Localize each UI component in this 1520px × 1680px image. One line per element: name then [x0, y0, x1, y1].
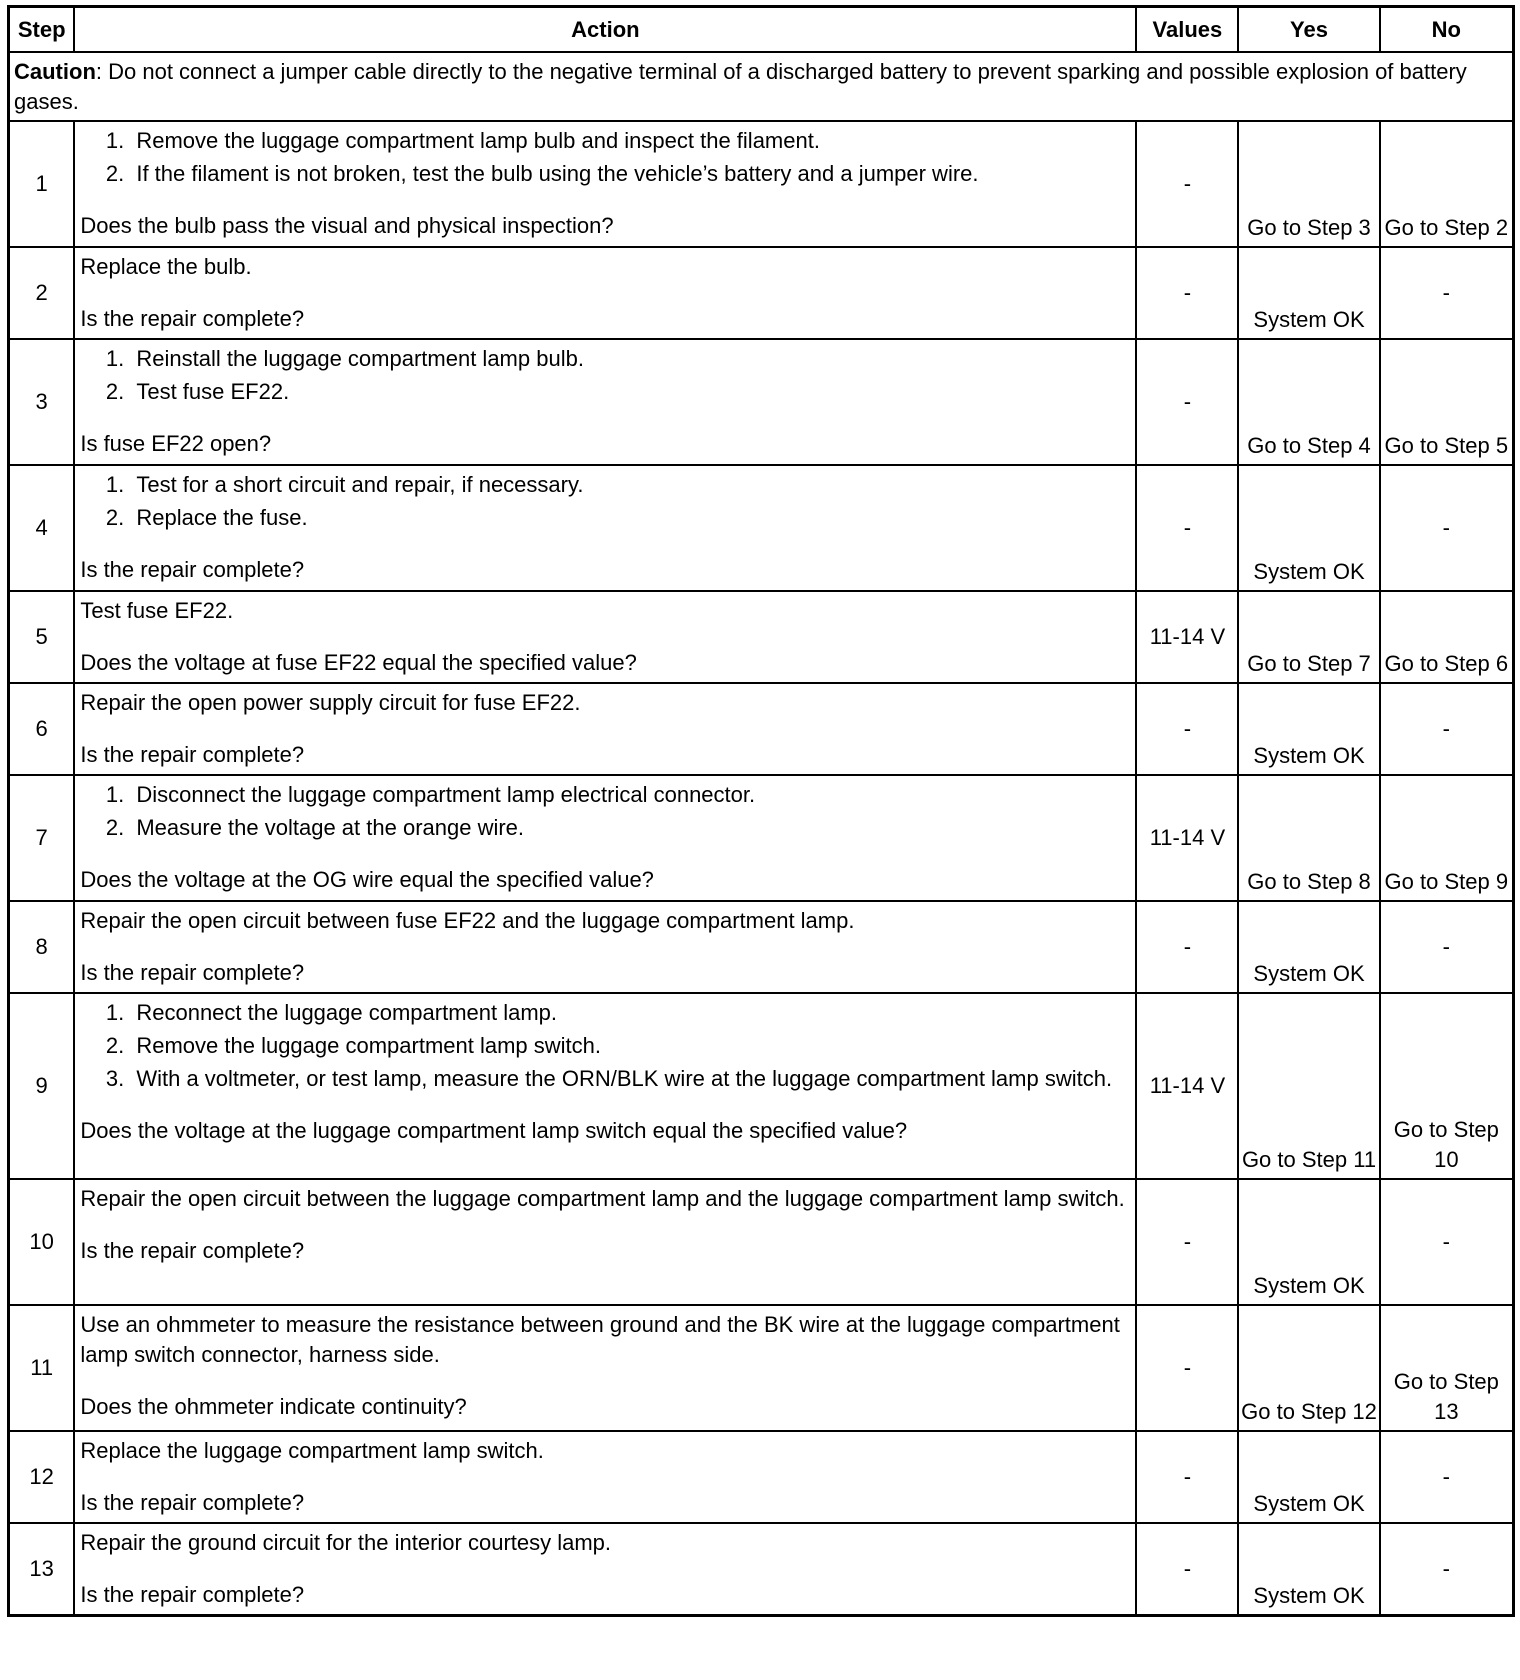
yes-cell: System OK [1238, 465, 1379, 591]
step-number: 4 [9, 465, 75, 591]
yes-cell: System OK [1238, 683, 1379, 775]
action-text: Use an ohmmeter to measure the resistance between ground and the BK wire at the luggage compartment lamp switch connector, harness side. [80, 1312, 1120, 1367]
yes-cell: Go to Step 8 [1238, 775, 1379, 901]
table-row [9, 591, 1514, 683]
action-step-item: 3. With a voltmeter, or test lamp, measure the ORN/BLK wire at the luggage compartment lamp switch. [130, 1064, 1129, 1094]
step-number: 1 [9, 121, 75, 247]
table-row [9, 247, 1514, 339]
action-question: Is the repair complete? [80, 306, 305, 331]
action-cell [74, 121, 1136, 247]
header-yes: Yes [1238, 7, 1379, 53]
action-cell [74, 247, 1136, 339]
action-question: Does the bulb pass the visual and physical inspection? [80, 213, 614, 238]
action-step-item: 2. Replace the fuse. [130, 503, 1129, 533]
yes-cell: System OK [1238, 1179, 1379, 1305]
header-row [9, 7, 1514, 53]
yes-cell: Go to Step 12 [1238, 1305, 1379, 1431]
step-number: 8 [9, 901, 75, 993]
no-cell: Go to Step 10 [1380, 993, 1514, 1179]
values-cell: - [1136, 1305, 1238, 1431]
action-question: Does the voltage at fuse EF22 equal the specified value? [80, 650, 637, 675]
values-cell: - [1136, 465, 1238, 591]
action-cell [74, 339, 1136, 465]
action-cell [74, 1305, 1136, 1431]
values-cell: - [1136, 247, 1238, 339]
table-row [9, 901, 1514, 993]
caution-label: Caution [14, 59, 96, 84]
no-cell: - [1380, 1179, 1514, 1305]
step-number: 13 [9, 1523, 75, 1615]
action-question: Is fuse EF22 open? [80, 431, 272, 456]
action-step-item: 2. Measure the voltage at the orange wire. [130, 813, 1129, 843]
table-row [9, 1179, 1514, 1305]
table-row [9, 1305, 1514, 1431]
action-cell [74, 683, 1136, 775]
step-number: 11 [9, 1305, 75, 1431]
header-step: Step [9, 7, 75, 53]
action-text: Repair the open power supply circuit for fuse EF22. [80, 690, 581, 715]
caution-cell [9, 52, 1514, 121]
action-question: Is the repair complete? [80, 742, 305, 767]
yes-cell: Go to Step 7 [1238, 591, 1379, 683]
no-cell: Go to Step 6 [1380, 591, 1514, 683]
values-cell: - [1136, 683, 1238, 775]
table-row [9, 1523, 1514, 1615]
action-step-item: 2. Test fuse EF22. [130, 377, 1129, 407]
action-question: Does the voltage at the OG wire equal the specified value? [80, 867, 654, 892]
action-step-item: 1. Test for a short circuit and repair, if necessary. [130, 470, 1129, 500]
values-cell: - [1136, 1523, 1238, 1615]
values-cell: - [1136, 1431, 1238, 1523]
no-cell: Go to Step 2 [1380, 121, 1514, 247]
step-number: 6 [9, 683, 75, 775]
action-question: Is the repair complete? [80, 1238, 305, 1263]
action-step-item: 2. Remove the luggage compartment lamp switch. [130, 1031, 1129, 1061]
table-row [9, 121, 1514, 247]
table-row [9, 465, 1514, 591]
action-step-item: 1. Reinstall the luggage compartment lamp bulb. [130, 344, 1129, 374]
step-number: 7 [9, 775, 75, 901]
header-action: Action [74, 7, 1136, 53]
step-number: 3 [9, 339, 75, 465]
action-cell [74, 901, 1136, 993]
action-text: Repair the open circuit between fuse EF22 and the luggage compartment lamp. [80, 908, 855, 933]
caution-row [9, 52, 1514, 121]
diagnostic-table-wrapper [7, 5, 1515, 1617]
action-step-item: 2. If the filament is not broken, test the bulb using the vehicle’s battery and a jumper wire. [130, 159, 1129, 189]
no-cell: - [1380, 1431, 1514, 1523]
no-cell: - [1380, 1523, 1514, 1615]
values-cell: - [1136, 901, 1238, 993]
action-cell [74, 1431, 1136, 1523]
no-cell: - [1380, 683, 1514, 775]
action-steps-list [80, 470, 1129, 533]
no-cell: - [1380, 901, 1514, 993]
step-number: 9 [9, 993, 75, 1179]
action-cell [74, 775, 1136, 901]
action-question: Does the voltage at the luggage compartment lamp switch equal the specified value? [80, 1118, 908, 1143]
values-cell: 11-14 V [1136, 775, 1238, 901]
diagnostic-table [7, 5, 1515, 1617]
action-text: Replace the luggage compartment lamp switch. [80, 1438, 544, 1463]
values-cell: - [1136, 1179, 1238, 1305]
no-cell: Go to Step 13 [1380, 1305, 1514, 1431]
caution-text: : Do not connect a jumper cable directly to the negative terminal of a discharged battery to prevent sparking and possible explosion of battery gases. [14, 59, 1467, 114]
action-cell [74, 465, 1136, 591]
yes-cell: System OK [1238, 1431, 1379, 1523]
action-step-item: 1. Remove the luggage compartment lamp bulb and inspect the filament. [130, 126, 1129, 156]
header-no: No [1380, 7, 1514, 53]
action-text: Test fuse EF22. [80, 598, 234, 623]
yes-cell: Go to Step 3 [1238, 121, 1379, 247]
action-text: Replace the bulb. [80, 254, 252, 279]
action-question: Is the repair complete? [80, 557, 305, 582]
table-row [9, 993, 1514, 1179]
step-number: 10 [9, 1179, 75, 1305]
values-cell: 11-14 V [1136, 591, 1238, 683]
action-text: Repair the open circuit between the luggage compartment lamp and the luggage compartment lamp switch. [80, 1186, 1125, 1211]
header-values: Values [1136, 7, 1238, 53]
table-row [9, 683, 1514, 775]
values-cell: - [1136, 121, 1238, 247]
yes-cell: System OK [1238, 247, 1379, 339]
action-question: Does the ohmmeter indicate continuity? [80, 1394, 467, 1419]
table-row [9, 339, 1514, 465]
action-steps-list [80, 344, 1129, 407]
step-number: 5 [9, 591, 75, 683]
action-cell [74, 591, 1136, 683]
no-cell: Go to Step 9 [1380, 775, 1514, 901]
action-steps-list [80, 126, 1129, 189]
values-cell: 11-14 V [1136, 993, 1238, 1179]
step-number: 12 [9, 1431, 75, 1523]
yes-cell: Go to Step 4 [1238, 339, 1379, 465]
no-cell: Go to Step 5 [1380, 339, 1514, 465]
action-cell [74, 993, 1136, 1179]
action-cell [74, 1179, 1136, 1305]
yes-cell: Go to Step 11 [1238, 993, 1379, 1179]
action-question: Is the repair complete? [80, 1582, 305, 1607]
table-row [9, 775, 1514, 901]
action-text: Repair the ground circuit for the interior courtesy lamp. [80, 1530, 612, 1555]
action-question: Is the repair complete? [80, 1490, 305, 1515]
yes-cell: System OK [1238, 901, 1379, 993]
no-cell: - [1380, 465, 1514, 591]
values-cell: - [1136, 339, 1238, 465]
yes-cell: System OK [1238, 1523, 1379, 1615]
table-row [9, 1431, 1514, 1523]
action-steps-list [80, 780, 1129, 843]
step-number: 2 [9, 247, 75, 339]
action-step-item: 1. Disconnect the luggage compartment lamp electrical connector. [130, 780, 1129, 810]
action-steps-list [80, 998, 1129, 1094]
no-cell: - [1380, 247, 1514, 339]
action-cell [74, 1523, 1136, 1615]
action-step-item: 1. Reconnect the luggage compartment lamp. [130, 998, 1129, 1028]
action-question: Is the repair complete? [80, 960, 305, 985]
